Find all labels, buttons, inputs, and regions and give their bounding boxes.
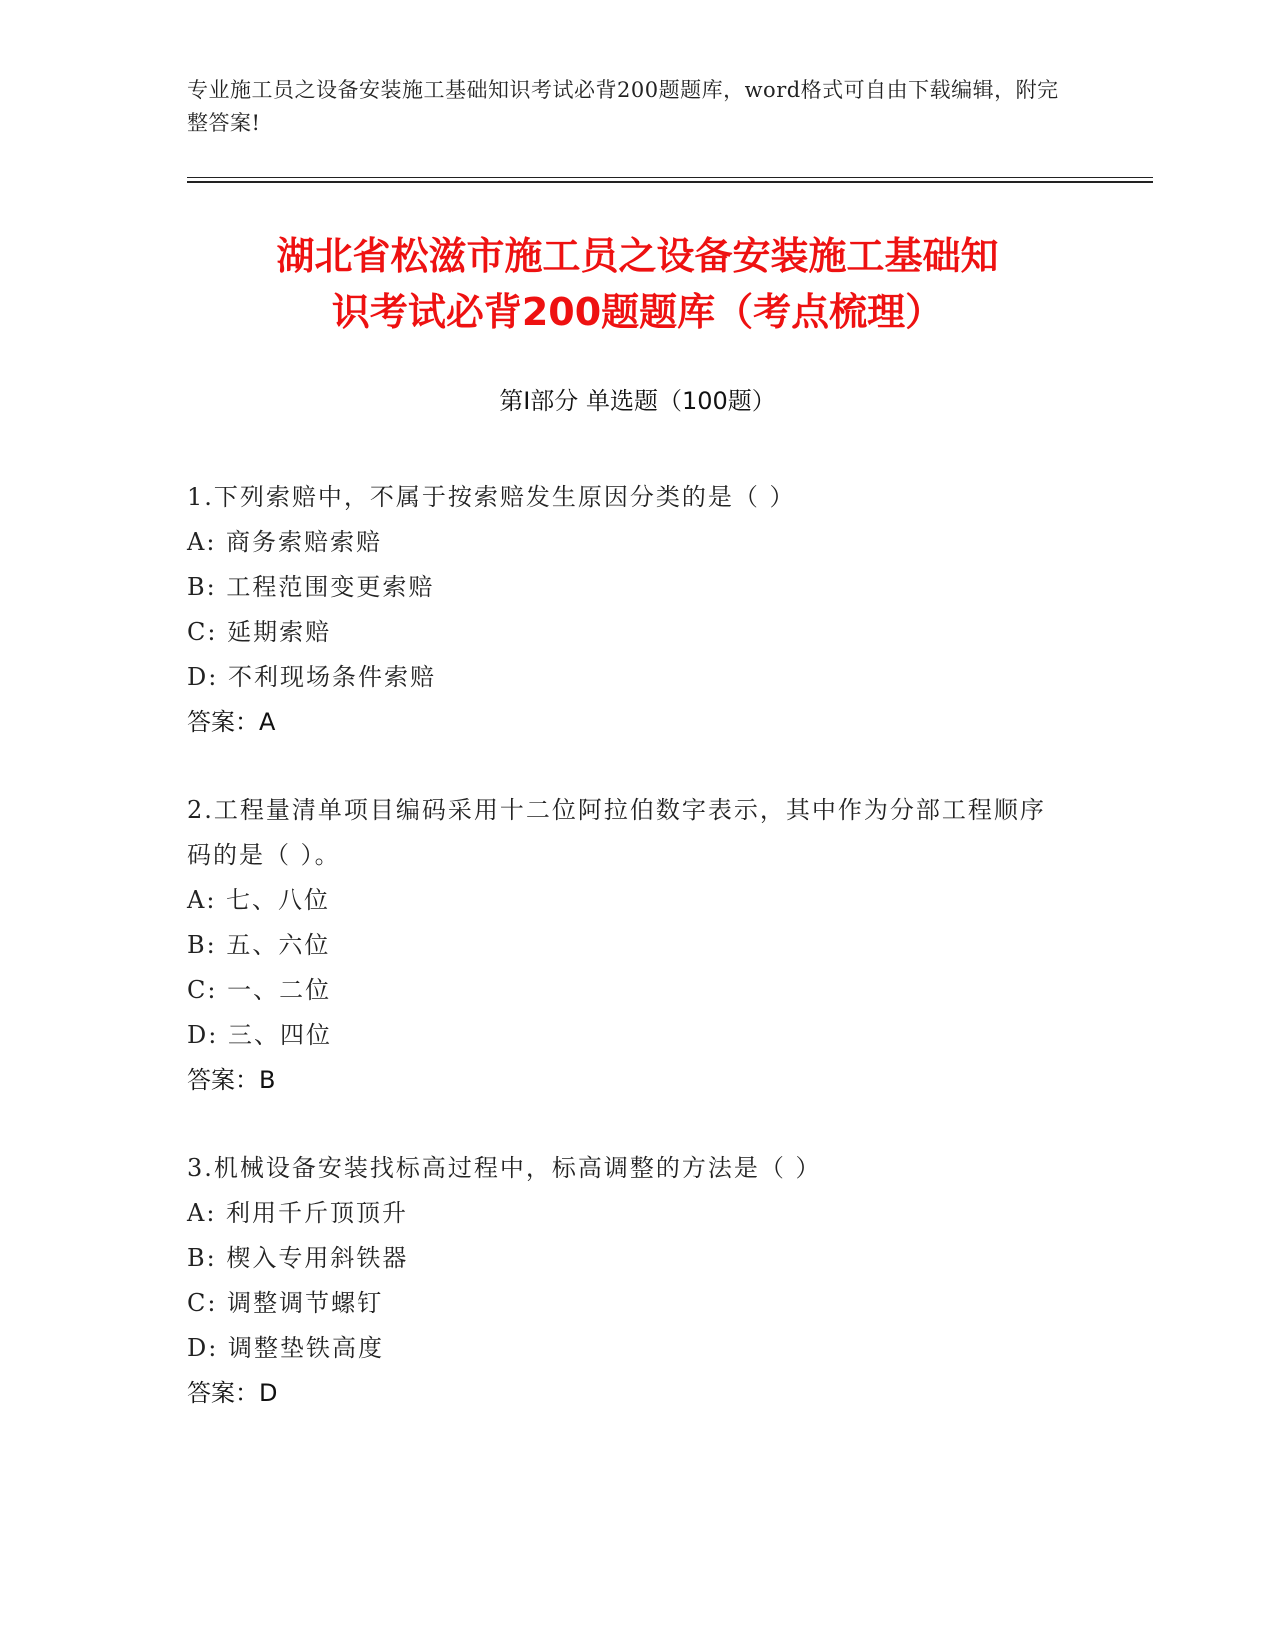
section-title: 第I部分 单选题（100题） (499, 387, 776, 415)
question-2 (187, 788, 1067, 1103)
answer: 答案：D (187, 1379, 278, 1407)
option-a: A: 利用千斤顶顶升 (187, 1199, 409, 1227)
question-stem: 3.机械设备安装找标高过程中，标高调整的方法是（ ） (187, 1154, 822, 1182)
option-a: A: 七、八位 (187, 886, 331, 914)
option-a: A: 商务索赔索赔 (187, 528, 383, 556)
option-d: D: 三、四位 (187, 1021, 332, 1049)
question-3 (187, 1146, 1067, 1416)
option-c: C: 调整调节螺钉 (187, 1289, 384, 1317)
option-c: C: 一、二位 (187, 976, 332, 1004)
question-stem: 1.下列索赔中，不属于按索赔发生原因分类的是（ ） (187, 483, 796, 511)
option-d: D: 调整垫铁高度 (187, 1334, 384, 1362)
option-c: C: 延期索赔 (187, 618, 332, 646)
question-1 (187, 475, 1067, 745)
header-divider-thick (187, 181, 1153, 183)
header-note: 专业施工员之设备安装施工基础知识考试必背200题题库，word格式可自由下载编辑，附完整答案! (187, 78, 1059, 135)
option-b: B: 工程范围变更索赔 (187, 573, 435, 601)
document-title-line-1: 湖北省松滋市施工员之设备安装施工基础知 (276, 234, 999, 278)
answer: 答案：B (187, 1066, 276, 1094)
option-d: D: 不利现场条件索赔 (187, 663, 436, 691)
header-divider-thin (187, 177, 1153, 178)
option-b: B: 五、六位 (187, 931, 331, 959)
question-list (187, 475, 1067, 1459)
answer: 答案：A (187, 708, 276, 736)
question-stem: 2.工程量清单项目编码采用十二位阿拉伯数字表示，其中作为分部工程顺序码的是（ ）。 (187, 796, 1046, 869)
document-title-line-2: 识考试必背200题题库（考点梳理） (331, 290, 944, 334)
option-b: B: 楔入专用斜铁器 (187, 1244, 409, 1272)
document-title (150, 228, 1125, 340)
